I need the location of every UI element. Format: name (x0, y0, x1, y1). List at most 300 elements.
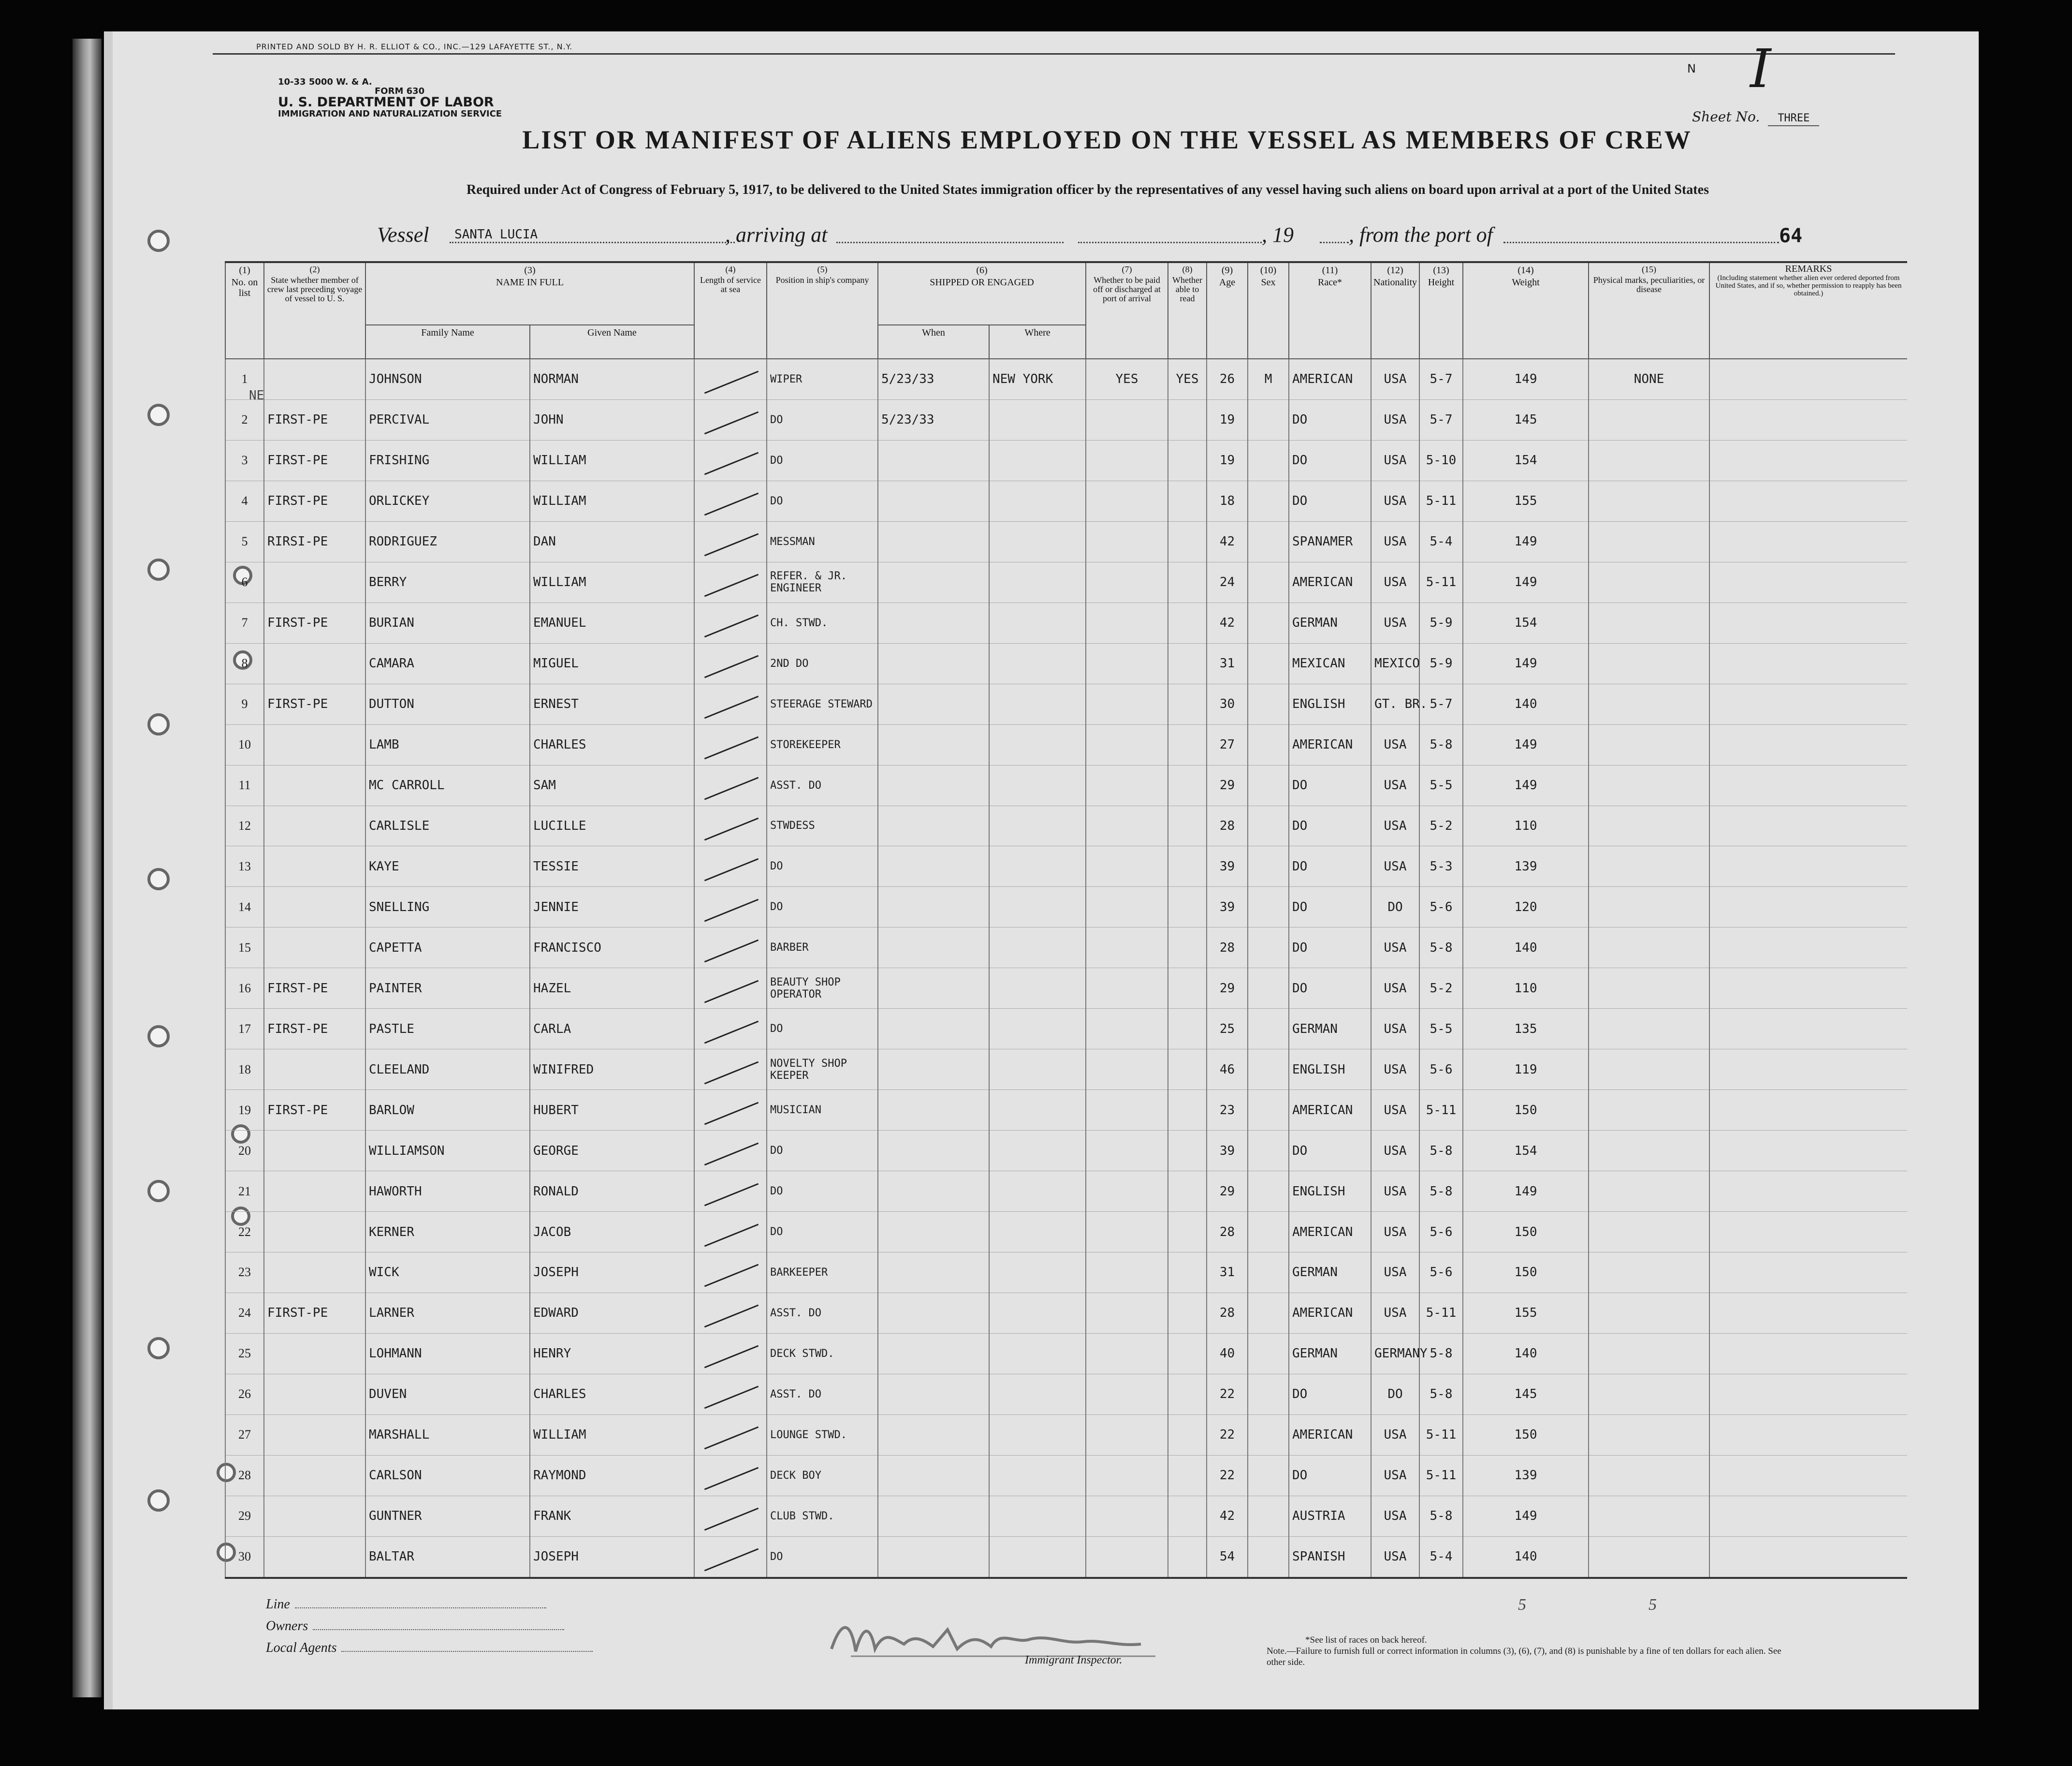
cell-sex (1248, 1455, 1289, 1496)
cell-race: DO (1289, 440, 1371, 481)
binder-hole (147, 1489, 170, 1512)
cell-given-name: HUBERT (530, 1090, 694, 1131)
cell-race: DO (1289, 846, 1371, 887)
cell-family-name: LOHMANN (365, 1333, 530, 1374)
cell-age: 31 (1207, 1252, 1248, 1293)
year-label: , 19 (1262, 223, 1294, 247)
cell-shipped-when (878, 481, 989, 521)
cell-previous-voyage: FIRST-PE (264, 440, 365, 481)
cell-given-name: JOSEPH (530, 1536, 694, 1578)
cell-length-of-service (694, 1090, 767, 1131)
cell-nationality: USA (1371, 1171, 1419, 1212)
cell-height: 5-2 (1419, 806, 1463, 846)
cell-shipped-where (989, 1009, 1086, 1049)
cell-family-name: PERCIVAL (365, 399, 530, 440)
cell-given-name: JENNIE (530, 887, 694, 927)
cell-previous-voyage (264, 562, 365, 603)
cell-row-number: 22 (225, 1212, 264, 1252)
binder-hole (147, 1025, 170, 1047)
cell-given-name: FRANK (530, 1496, 694, 1536)
cell-previous-voyage (264, 643, 365, 684)
sheet-roman-numeral: I (1750, 38, 1771, 100)
cell-physical-marks (1589, 562, 1709, 603)
department-name: U. S. DEPARTMENT OF LABOR (278, 95, 494, 110)
cell-shipped-where (989, 684, 1086, 724)
cell-physical-marks (1589, 1252, 1709, 1293)
cell-remarks (1709, 643, 1907, 684)
cell-shipped-when (878, 562, 989, 603)
cell-age: 25 (1207, 1009, 1248, 1049)
cell-remarks (1709, 1333, 1907, 1374)
cell-remarks (1709, 1009, 1907, 1049)
check-mark-icon (704, 858, 759, 882)
cell-able-to-read (1168, 1090, 1207, 1131)
cell-remarks (1709, 562, 1907, 603)
cell-family-name: RODRIGUEZ (365, 521, 530, 562)
cell-family-name: ORLICKEY (365, 481, 530, 521)
cell-sex (1248, 806, 1289, 846)
from-port-label: , from the port of (1349, 223, 1493, 247)
cell-given-name: EMANUEL (530, 603, 694, 643)
cell-physical-marks (1589, 765, 1709, 806)
cell-position: DO (767, 399, 878, 440)
cell-weight: 149 (1463, 1496, 1589, 1536)
cell-weight: 140 (1463, 1536, 1589, 1578)
cell-family-name: LARNER (365, 1293, 530, 1333)
cell-family-name: BARLOW (365, 1090, 530, 1131)
cell-age: 29 (1207, 1171, 1248, 1212)
cell-family-name: WILLIAMSON (365, 1131, 530, 1171)
cell-physical-marks (1589, 846, 1709, 887)
cell-sex (1248, 724, 1289, 765)
from-port-underline (1503, 242, 1779, 243)
cell-sex (1248, 440, 1289, 481)
cell-race: DO (1289, 481, 1371, 521)
cell-shipped-when (878, 1374, 989, 1414)
table-row (225, 846, 1907, 887)
cell-shipped-where (989, 806, 1086, 846)
check-mark-icon (704, 1427, 759, 1450)
cell-weight: 149 (1463, 724, 1589, 765)
cell-length-of-service (694, 1212, 767, 1252)
cell-age: 29 (1207, 968, 1248, 1009)
cell-race: DO (1289, 1455, 1371, 1496)
crew-manifest-table (225, 261, 1907, 1579)
cell-able-to-read (1168, 1009, 1207, 1049)
cell-remarks (1709, 603, 1907, 643)
margin-mark: 5 (1649, 1596, 1657, 1614)
cell-physical-marks (1589, 1455, 1709, 1496)
cell-nationality: USA (1371, 481, 1419, 521)
check-mark-icon (704, 1020, 759, 1044)
cell-sex (1248, 562, 1289, 603)
table-row (225, 359, 1907, 399)
cell-race: AMERICAN (1289, 1414, 1371, 1455)
cell-shipped-where (989, 1414, 1086, 1455)
table-row (225, 1374, 1907, 1414)
cell-length-of-service (694, 1293, 767, 1333)
table-row (225, 643, 1907, 684)
cell-shipped-when (878, 643, 989, 684)
cell-length-of-service (694, 1049, 767, 1090)
cell-height: 5-6 (1419, 1252, 1463, 1293)
check-mark-icon (704, 1264, 759, 1287)
cell-length-of-service (694, 846, 767, 887)
table-row (225, 399, 1907, 440)
check-mark-icon (704, 1548, 759, 1572)
cell-height: 5-10 (1419, 440, 1463, 481)
cell-given-name: RONALD (530, 1171, 694, 1212)
col-header-weight: (14) Weight (1463, 262, 1589, 359)
cell-family-name: PAINTER (365, 968, 530, 1009)
cell-height: 5-2 (1419, 968, 1463, 1009)
table-row (225, 1131, 1907, 1171)
col-header-height: (13) Height (1419, 262, 1463, 359)
check-mark-icon (704, 1508, 759, 1531)
cell-height: 5-8 (1419, 927, 1463, 968)
cell-able-to-read (1168, 481, 1207, 521)
cell-shipped-where (989, 1333, 1086, 1374)
cell-physical-marks (1589, 1374, 1709, 1414)
cell-weight: 145 (1463, 399, 1589, 440)
cell-sex (1248, 399, 1289, 440)
cell-previous-voyage: FIRST-PE (264, 603, 365, 643)
cell-age: 29 (1207, 765, 1248, 806)
cell-paid-off (1086, 684, 1168, 724)
cell-row-number: 11 (225, 765, 264, 806)
cell-given-name: EDWARD (530, 1293, 694, 1333)
cell-weight: 149 (1463, 1171, 1589, 1212)
cell-remarks (1709, 521, 1907, 562)
cell-physical-marks (1589, 521, 1709, 562)
cell-row-number: 25 (225, 1333, 264, 1374)
cell-length-of-service (694, 887, 767, 927)
cell-paid-off (1086, 643, 1168, 684)
cell-position: REFER. & JR. ENGINEER (767, 562, 878, 603)
cell-height: 5-8 (1419, 724, 1463, 765)
form-number: FORM 630 (375, 86, 425, 96)
cell-remarks (1709, 481, 1907, 521)
cell-remarks (1709, 1496, 1907, 1536)
form-header-block (278, 77, 502, 118)
cell-sex (1248, 1536, 1289, 1578)
check-mark-icon (704, 615, 759, 638)
cell-family-name: CLEELAND (365, 1049, 530, 1090)
cell-given-name: WILLIAM (530, 562, 694, 603)
cell-position: STWDESS (767, 806, 878, 846)
cell-sex (1248, 684, 1289, 724)
cell-paid-off (1086, 1374, 1168, 1414)
cell-able-to-read (1168, 1374, 1207, 1414)
cell-shipped-when (878, 887, 989, 927)
cell-weight: 145 (1463, 1374, 1589, 1414)
cell-family-name: BERRY (365, 562, 530, 603)
cell-shipped-where (989, 1374, 1086, 1414)
top-rule (213, 53, 1895, 55)
cell-given-name: RAYMOND (530, 1455, 694, 1496)
cell-previous-voyage (264, 1131, 365, 1171)
cell-race: ENGLISH (1289, 684, 1371, 724)
cell-race: ENGLISH (1289, 1171, 1371, 1212)
col-header-remarks: REMARKS (Including statement whether alien ever ordered deported from United States, and if so, whether permission to reapply has been obtained.) (1709, 262, 1907, 359)
cell-previous-voyage: FIRST-PE (264, 968, 365, 1009)
cell-age: 46 (1207, 1049, 1248, 1090)
cell-weight: 149 (1463, 765, 1589, 806)
cell-nationality: DO (1371, 1374, 1419, 1414)
cell-sex (1248, 643, 1289, 684)
cell-paid-off (1086, 968, 1168, 1009)
cell-nationality: USA (1371, 1090, 1419, 1131)
cell-length-of-service (694, 521, 767, 562)
col-header-nationality: (12) Nationality (1371, 262, 1419, 359)
cell-weight: 135 (1463, 1009, 1589, 1049)
cell-given-name: CARLA (530, 1009, 694, 1049)
cell-nationality: USA (1371, 1536, 1419, 1578)
cell-previous-voyage (264, 1536, 365, 1578)
cell-age: 28 (1207, 927, 1248, 968)
cell-able-to-read (1168, 724, 1207, 765)
cell-length-of-service (694, 1455, 767, 1496)
col-header-when: When (878, 325, 989, 359)
cell-previous-voyage (264, 1374, 365, 1414)
table-row (225, 1252, 1907, 1293)
col-header-family-name: Family Name (365, 325, 530, 359)
cell-height: 5-9 (1419, 643, 1463, 684)
cell-shipped-where: NEW YORK (989, 359, 1086, 399)
cell-able-to-read (1168, 521, 1207, 562)
cell-able-to-read (1168, 643, 1207, 684)
arriving-underline (836, 242, 1064, 243)
cell-nationality: USA (1371, 359, 1419, 399)
cell-physical-marks (1589, 440, 1709, 481)
table-row (225, 562, 1907, 603)
cell-age: 42 (1207, 1496, 1248, 1536)
cell-sex (1248, 1252, 1289, 1293)
table-row (225, 1414, 1907, 1455)
cell-paid-off (1086, 1009, 1168, 1049)
cell-race: DO (1289, 927, 1371, 968)
cell-race: AMERICAN (1289, 724, 1371, 765)
cell-physical-marks (1589, 927, 1709, 968)
cell-sex (1248, 1333, 1289, 1374)
cell-previous-voyage (264, 1333, 365, 1374)
col-header-age: (9) Age (1207, 262, 1248, 359)
cell-length-of-service (694, 481, 767, 521)
cell-nationality: DO (1371, 887, 1419, 927)
cell-physical-marks (1589, 1293, 1709, 1333)
table-row (225, 603, 1907, 643)
check-mark-icon (704, 736, 759, 760)
table-row (225, 521, 1907, 562)
table-row (225, 1496, 1907, 1536)
service-name: IMMIGRATION AND NATURALIZATION SERVICE (278, 109, 502, 119)
cell-nationality: GERMANY (1371, 1333, 1419, 1374)
cell-position: DO (767, 1212, 878, 1252)
cell-length-of-service (694, 440, 767, 481)
cell-position: DO (767, 1009, 878, 1049)
cell-physical-marks (1589, 1131, 1709, 1171)
cell-nationality: USA (1371, 603, 1419, 643)
cell-weight: 110 (1463, 968, 1589, 1009)
cell-paid-off (1086, 846, 1168, 887)
cell-age: 19 (1207, 440, 1248, 481)
check-mark-icon (704, 574, 759, 597)
cell-family-name: BURIAN (365, 603, 530, 643)
cell-age: 22 (1207, 1414, 1248, 1455)
cell-remarks (1709, 1212, 1907, 1252)
table-row (225, 440, 1907, 481)
cell-position: DO (767, 846, 878, 887)
cell-paid-off (1086, 481, 1168, 521)
col-header-no: (1) No. on list (225, 262, 264, 359)
cell-shipped-when (878, 1496, 989, 1536)
cell-given-name: MIGUEL (530, 643, 694, 684)
cell-nationality: USA (1371, 399, 1419, 440)
cell-shipped-when (878, 1171, 989, 1212)
cell-given-name: TESSIE (530, 846, 694, 887)
cell-given-name: WINIFRED (530, 1049, 694, 1090)
cell-able-to-read (1168, 887, 1207, 927)
cell-paid-off (1086, 1496, 1168, 1536)
cell-family-name: JOHNSON (365, 359, 530, 399)
cell-length-of-service (694, 806, 767, 846)
cell-nationality: MEXICO (1371, 643, 1419, 684)
cell-weight: 155 (1463, 1293, 1589, 1333)
cell-family-name: MARSHALL (365, 1414, 530, 1455)
cell-length-of-service (694, 1171, 767, 1212)
cell-race: AMERICAN (1289, 1293, 1371, 1333)
cell-remarks (1709, 399, 1907, 440)
check-mark-icon (704, 371, 759, 394)
cell-remarks (1709, 1131, 1907, 1171)
cell-given-name: LUCILLE (530, 806, 694, 846)
cell-physical-marks (1589, 1171, 1709, 1212)
cell-nationality: USA (1371, 1293, 1419, 1333)
col-header-race: (11) Race* (1289, 262, 1371, 359)
cell-shipped-where (989, 1252, 1086, 1293)
cell-paid-off (1086, 1536, 1168, 1578)
cell-shipped-where (989, 1496, 1086, 1536)
cell-paid-off (1086, 724, 1168, 765)
table-row (225, 1049, 1907, 1090)
cell-paid-off (1086, 1293, 1168, 1333)
cell-age: 39 (1207, 846, 1248, 887)
cell-row-number: 12 (225, 806, 264, 846)
col-header-paid-off: (7) Whether to be paid off or discharged at port of arrival (1086, 262, 1168, 359)
cell-shipped-where (989, 481, 1086, 521)
cell-given-name: JOHN (530, 399, 694, 440)
cell-paid-off (1086, 440, 1168, 481)
cell-height: 5-8 (1419, 1131, 1463, 1171)
cell-sex (1248, 481, 1289, 521)
cell-shipped-where (989, 927, 1086, 968)
cell-nationality: USA (1371, 724, 1419, 765)
cell-row-number: 21 (225, 1171, 264, 1212)
cell-shipped-when (878, 440, 989, 481)
cell-previous-voyage (264, 1171, 365, 1212)
cell-family-name: SNELLING (365, 887, 530, 927)
cell-age: 28 (1207, 1212, 1248, 1252)
cell-age: 22 (1207, 1455, 1248, 1496)
cell-age: 19 (1207, 399, 1248, 440)
page-subtitle: Required under Act of Congress of February 5, 1917, to be delivered to the United States immigration officer by the representatives of any vessel having such aliens on board upon arrival at a port of the United States (467, 182, 1709, 197)
cell-height: 5-9 (1419, 603, 1463, 643)
cell-height: 5-6 (1419, 887, 1463, 927)
cell-weight: 139 (1463, 1455, 1589, 1496)
cell-shipped-when (878, 1414, 989, 1455)
printer-line: PRINTED AND SOLD BY H. R. ELLIOT & CO., INC.—129 LAFAYETTE ST., N.Y. (256, 42, 573, 51)
cell-weight: 149 (1463, 643, 1589, 684)
cell-height: 5-6 (1419, 1212, 1463, 1252)
cell-paid-off (1086, 1252, 1168, 1293)
check-mark-icon (704, 1467, 759, 1490)
cell-age: 22 (1207, 1374, 1248, 1414)
cell-position: 2ND DO (767, 643, 878, 684)
cell-paid-off (1086, 562, 1168, 603)
table-row (225, 1455, 1907, 1496)
cell-position: DO (767, 887, 878, 927)
cell-nationality: USA (1371, 968, 1419, 1009)
cell-nationality: USA (1371, 1131, 1419, 1171)
owners-field: Owners (266, 1615, 593, 1637)
binder-edge (73, 39, 102, 1697)
cell-shipped-where (989, 846, 1086, 887)
sheet-no (1692, 109, 1819, 125)
cell-race: DO (1289, 399, 1371, 440)
cell-paid-off (1086, 399, 1168, 440)
cell-race: DO (1289, 1374, 1371, 1414)
cell-family-name: DUTTON (365, 684, 530, 724)
cell-paid-off (1086, 521, 1168, 562)
check-mark-icon (704, 1061, 759, 1084)
cell-paid-off (1086, 1171, 1168, 1212)
cell-height: 5-4 (1419, 1536, 1463, 1578)
cell-shipped-when (878, 1333, 989, 1374)
cell-family-name: LAMB (365, 724, 530, 765)
date-underline (1078, 242, 1262, 243)
cell-paid-off: YES (1086, 359, 1168, 399)
cell-remarks (1709, 1455, 1907, 1496)
cell-row-number: 29 (225, 1496, 264, 1536)
cell-previous-voyage: FIRST-PE (264, 1293, 365, 1333)
cell-row-number: 26 (225, 1374, 264, 1414)
cell-remarks (1709, 684, 1907, 724)
cell-previous-voyage: FIRST-PE (264, 481, 365, 521)
races-note: *See list of races on back hereof. (1305, 1635, 1427, 1645)
cell-able-to-read (1168, 1293, 1207, 1333)
form-code: 10-33 5000 W. & A. (278, 77, 372, 87)
cell-height: 5-8 (1419, 1374, 1463, 1414)
cell-given-name: NORMAN (530, 359, 694, 399)
binder-hole (147, 1180, 170, 1202)
cell-position: CLUB STWD. (767, 1496, 878, 1536)
margin-mark: 5 (1518, 1596, 1526, 1614)
cell-position: STEERAGE STEWARD (767, 684, 878, 724)
col-header-physical-marks: (15) Physical marks, peculiarities, or disease (1589, 262, 1709, 359)
cell-family-name: HAWORTH (365, 1171, 530, 1212)
cell-paid-off (1086, 1049, 1168, 1090)
cell-sex (1248, 927, 1289, 968)
cell-shipped-where (989, 603, 1086, 643)
cell-physical-marks (1589, 1414, 1709, 1455)
cell-height: 5-7 (1419, 684, 1463, 724)
cell-shipped-where (989, 1090, 1086, 1131)
cell-shipped-when (878, 806, 989, 846)
cell-shipped-when (878, 1049, 989, 1090)
cell-shipped-where (989, 562, 1086, 603)
cell-previous-voyage (264, 1212, 365, 1252)
cell-position: DO (767, 440, 878, 481)
